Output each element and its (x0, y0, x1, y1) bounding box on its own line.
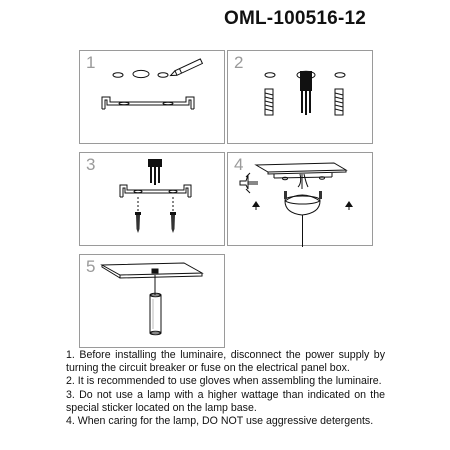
note-4: 4. When caring for the lamp, DO NOT use aggressive detergents. (66, 415, 374, 428)
step-4-panel (227, 152, 373, 246)
product-code-title: OML-100516-12 (224, 8, 367, 29)
step-5-panel (79, 254, 225, 348)
step-number-3: 3 (86, 155, 96, 174)
note-3: 3. Do not use a lamp with a higher wattage than indicated on the special sticker located on the lamp base. (66, 388, 385, 414)
pencil-icon (170, 59, 203, 78)
step-number-4: 4 (234, 155, 244, 174)
step-3-panel (79, 152, 225, 246)
screw-right (170, 212, 176, 233)
supply-wires (148, 159, 162, 185)
note-2: 2. It is recommended to use gloves when assembling the luminaire. (66, 375, 382, 388)
up-arrow-icons (252, 201, 353, 210)
screw-hole-right (335, 73, 345, 78)
wall-plug-left (265, 89, 273, 115)
step-2-panel (227, 50, 373, 144)
note-1: 1. Before installing the luminaire, disconnect the power supply by turning the circuit breaker or fuse on the electrical panel box. (66, 349, 385, 375)
screw-hole-right (158, 73, 168, 78)
step-number-5: 5 (86, 257, 96, 276)
installation-notes (66, 349, 385, 428)
ceiling-plate (256, 163, 346, 172)
step-4-illustration (228, 153, 374, 247)
step-3-illustration (80, 153, 226, 247)
mounting-bracket (120, 185, 191, 197)
screw-hole-left (113, 73, 123, 78)
step-number-1: 1 (86, 53, 96, 72)
supply-wires (300, 71, 312, 115)
step-1-illustration (80, 51, 226, 145)
screw-left (135, 212, 141, 233)
pendant-lamp (150, 293, 161, 335)
center-hole (133, 70, 149, 77)
screw-hole-left (265, 73, 275, 78)
step-5-illustration (80, 255, 226, 349)
wall-plug-right (335, 89, 343, 115)
canopy (285, 195, 320, 215)
step-1-panel (79, 50, 225, 144)
step-number-2: 2 (234, 53, 244, 72)
step-2-illustration (228, 51, 374, 145)
mounting-bracket (102, 97, 194, 109)
screwdriver-icon (240, 173, 258, 193)
